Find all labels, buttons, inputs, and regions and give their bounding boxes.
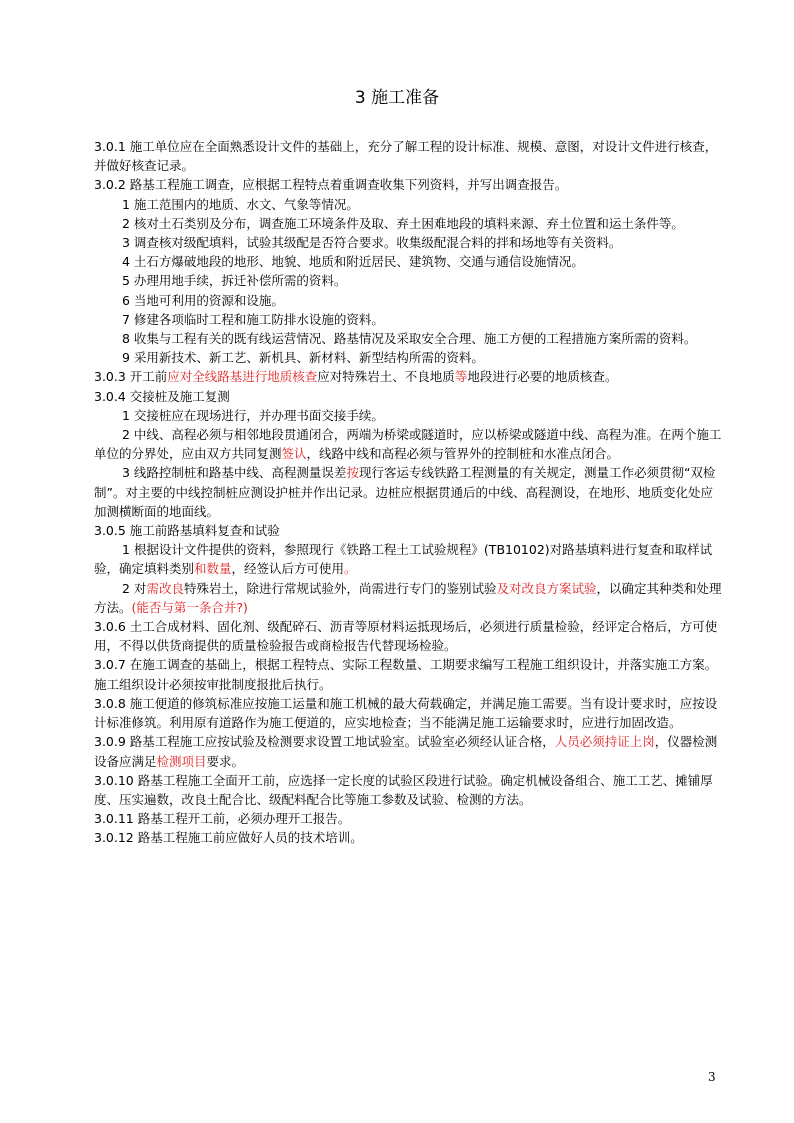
text-run: ，线路中线和高程必须与管界外的控制桩和水准点闭合。 <box>306 446 620 462</box>
clause-paragraph <box>94 828 724 847</box>
text-run: 2 中线、高程必须与相邻地段贯通闭合，两端为桥梁或隧道时，应以桥梁或隧道中线、高程为准。在两个施工单位的分界处，应由双方共同复测 <box>94 427 722 462</box>
clause-paragraph <box>94 694 724 732</box>
text-run: 3.0.2 路基工程施工调查，应根据工程特点着重调查收集下列资料，并写出调查报告。 <box>94 177 568 193</box>
highlighted-text: 及对改良方案试验 <box>496 580 597 596</box>
text-run: 1 施工范围内的地质、水文、气象等情况。 <box>122 196 359 212</box>
list-item <box>94 195 724 214</box>
text-run: 3 调查核对级配填料，试验其级配是否符合要求。收集级配混合料的拌和场地等有关资料。 <box>122 235 622 251</box>
highlighted-text: 应对全线路基进行地质核查 <box>167 369 318 385</box>
text-run: 4 土石方爆破地段的地形、地貌、地质和附近居民、建筑物、交通与通信设施情况。 <box>122 254 584 270</box>
list-item <box>94 291 724 310</box>
page-title: 3 施工准备 <box>354 88 440 108</box>
text-run: 3.0.9 路基工程施工应按试验及检测要求设置工地试验室。试验室必须经认证合格， <box>94 734 555 750</box>
clause-paragraph <box>94 617 724 655</box>
text-run: ，以确定其种类和处理方法。 <box>94 580 722 615</box>
text-run: 特殊岩土，除进行常规试验外，尚需进行专门的鉴别试验 <box>183 580 497 596</box>
text-run: 3.0.8 施工便道的修筑标准应按施工运量和施工机械的最大荷载确定，并满足施工需要。当有设计要求时，应按设计标准修筑。利用原有道路作为施工便道的，应实地检查；当不能满足施工运输要求时，应进行加固改造。 <box>94 695 718 731</box>
highlighted-text: 等 <box>454 369 468 385</box>
text-run: 6 当地可利用的资源和设施。 <box>122 292 284 308</box>
text-run: 2 核对土石类别及分布，调查施工环境条件及取、弃土困难地段的填料来源、弃土位置和运土条件等。 <box>122 215 684 231</box>
list-item <box>94 329 724 348</box>
clause-paragraph <box>94 175 724 194</box>
text-run: 5 办理用地手续，拆迁补偿所需的资料。 <box>122 273 347 289</box>
list-item <box>94 252 724 271</box>
clause-paragraph <box>94 521 724 540</box>
text-run: 3.0.3 开工前 <box>94 369 168 385</box>
text-run: 3 线路控制桩和路基中线、高程测量误差 <box>122 465 347 481</box>
text-run: 7 修建各项临时工程和施工防排水设施的资料。 <box>122 311 384 327</box>
text-run: ，经签认后方可使用 <box>231 561 345 577</box>
list-item <box>94 406 724 425</box>
list-item <box>94 310 724 329</box>
list-item <box>94 579 724 617</box>
list-item <box>94 425 724 463</box>
highlighted-text: 和数量 <box>194 561 232 577</box>
text-run: 3.0.5 施工前路基填料复查和试验 <box>94 523 280 539</box>
text-run: 3.0.6 土工合成材料、固化剂、级配碎石、沥青等原材料运抵现场后，必须进行质量检验，经评定合格后，方可使用，不得以供货商提供的质量检验报告或商检报告代替现场检验。 <box>94 619 718 654</box>
page-number: 3 <box>708 1070 716 1084</box>
text-run: 3.0.4 交接桩及施工复测 <box>94 388 230 404</box>
clause-paragraph <box>94 137 724 175</box>
document-body <box>94 137 724 848</box>
list-item <box>94 540 724 578</box>
text-run: 1 根据设计文件提供的资料，参照现行《铁路工程土工试验规程》(TB10102)对路基填料进行复查和取样试验，确定填料类别 <box>94 542 713 577</box>
text-run: ，仪器检测设备应满足 <box>94 734 718 769</box>
highlighted-text: 需改良 <box>146 580 184 596</box>
text-run: 3.0.11 路基工程开工前，必须办理开工报告。 <box>94 811 351 827</box>
text-run: 9 采用新技术、新工艺、新机具、新材料、新型结构所需的资料。 <box>122 350 484 366</box>
text-run: 3.0.7 在施工调查的基础上，根据工程特点、实际工程数量、工期要求编写工程施工组织设计，并落实施工方案。施工组织设计必须按审批制度报批后执行。 <box>94 657 718 692</box>
clause-paragraph <box>94 771 724 809</box>
clause-paragraph <box>94 809 724 828</box>
list-item <box>94 348 724 367</box>
text-run: 3.0.10 路基工程施工全面开工前，应选择一定长度的试验区段进行试验。确定机械设备组合、施工工艺、摊铺厚度、压实遍数，改良土配合比、级配料配合比等施工参数及试验、检测的方法。 <box>94 772 713 807</box>
highlighted-text: (能否与第一条合并?) <box>131 599 248 615</box>
text-run: 8 收集与工程有关的既有线运营情况、路基情况及采取安全合理、施工方便的工程措施方案所需的资料。 <box>122 331 697 347</box>
list-item <box>94 233 724 252</box>
clause-paragraph <box>94 655 724 693</box>
text-run: 2 对 <box>122 580 147 596</box>
clause-paragraph <box>94 367 724 386</box>
text-run: 3.0.12 路基工程施工前应做好人员的技术培训。 <box>94 830 363 846</box>
text-run: 地段进行必要的地质核查。 <box>467 369 618 385</box>
text-run: 3.0.1 施工单位应在全面熟悉设计文件的基础上，充分了解工程的设计标准、规模、意图，对设计文件进行核查，并做好核查记录。 <box>94 139 718 174</box>
highlighted-text: 人员必须持证上岗 <box>554 734 655 750</box>
list-item <box>94 271 724 290</box>
highlighted-text: 按 <box>346 465 359 481</box>
highlighted-text: 检测项目 <box>156 753 207 769</box>
clause-paragraph <box>94 732 724 770</box>
text-run: 要求。 <box>206 753 245 769</box>
text-run: 应对特殊岩土、不良地质 <box>317 369 455 385</box>
text-run: 1 交接桩应在现场进行，并办理书面交接手续。 <box>122 407 384 423</box>
highlighted-text: 签认 <box>281 446 307 462</box>
list-item <box>94 214 724 233</box>
highlighted-text: 。 <box>344 561 357 577</box>
clause-paragraph <box>94 387 724 406</box>
list-item <box>94 463 724 521</box>
text-run: 现行客运专线铁路工程测量的有关规定，测量工作必须贯彻“双检制”。对主要的中线控制桩应测设护桩并作出记录。边桩应根据贯通后的中线、高程测设，在地形、地质变化处应加测横断面的地面线。 <box>94 465 716 519</box>
